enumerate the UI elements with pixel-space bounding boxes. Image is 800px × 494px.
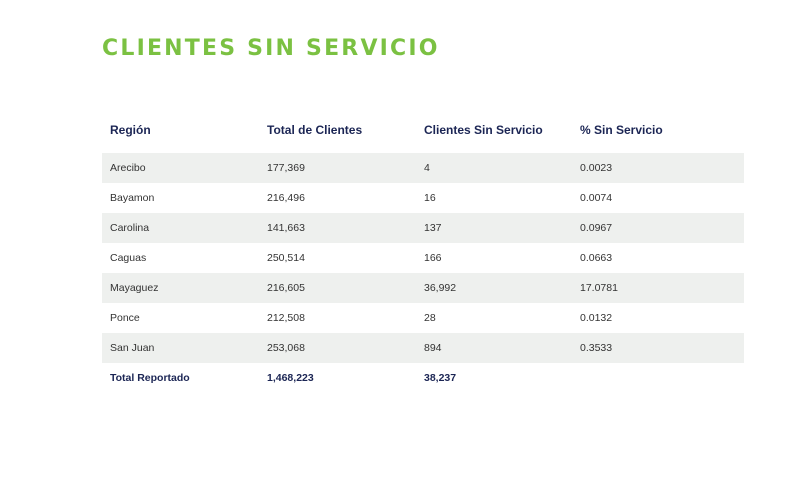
cell-total: 141,663 (259, 213, 416, 243)
table-row (102, 273, 744, 303)
cell-region: Arecibo (102, 153, 259, 183)
cell-sin-servicio: 36,992 (416, 273, 572, 303)
cell-porcentaje: 0.0663 (580, 252, 613, 264)
cell-porcentaje: 0.3533 (572, 333, 744, 363)
header-region: Región (110, 123, 151, 137)
cell-sin-servicio: 137 (416, 213, 572, 243)
header-total-clientes: Total de Clientes (267, 123, 363, 137)
cell-region: Bayamon (110, 192, 155, 204)
cell-sin-servicio: 16 (424, 192, 436, 204)
cell-porcentaje: 0.0132 (580, 312, 613, 324)
cell-region: Ponce (110, 312, 140, 324)
table-row (102, 303, 744, 333)
cell-total: 216,605 (259, 273, 416, 303)
cell-sin-servicio: 894 (416, 333, 572, 363)
cell-region: Mayaguez (102, 273, 259, 303)
cell-porcentaje: 0.0023 (572, 153, 744, 183)
header-porcentaje-sin-servicio: % Sin Servicio (580, 123, 663, 137)
cell-sin-servicio: 166 (424, 252, 442, 264)
cell-region: Caguas (110, 252, 147, 264)
cell-porcentaje: 17.0781 (572, 273, 744, 303)
cell-porcentaje: 0.0967 (572, 213, 744, 243)
total-label: Total Reportado (110, 372, 190, 384)
total-sin-servicio-value: 38,237 (424, 372, 457, 384)
cell-total: 216,496 (267, 192, 305, 204)
table-row (102, 183, 744, 213)
cell-sin-servicio: 4 (416, 153, 572, 183)
cell-total: 177,369 (259, 153, 416, 183)
cell-sin-servicio: 28 (424, 312, 436, 324)
clients-table (102, 107, 744, 393)
total-porcentaje-value (572, 363, 744, 393)
cell-region: San Juan (102, 333, 259, 363)
total-row (102, 363, 744, 393)
table-row (102, 213, 744, 243)
table-row (102, 333, 744, 363)
cell-total: 253,068 (259, 333, 416, 363)
cell-porcentaje: 0.0074 (580, 192, 613, 204)
cell-region: Carolina (102, 213, 259, 243)
table-row (102, 243, 744, 273)
cell-total: 250,514 (267, 252, 305, 264)
table-header-row (102, 107, 744, 153)
total-clientes-value: 1,468,223 (267, 372, 314, 384)
page-title: CLIENTES SIN SERVICIO (102, 36, 440, 61)
table-row (102, 153, 744, 183)
cell-total: 212,508 (267, 312, 305, 324)
header-clientes-sin-servicio: Clientes Sin Servicio (424, 123, 543, 137)
